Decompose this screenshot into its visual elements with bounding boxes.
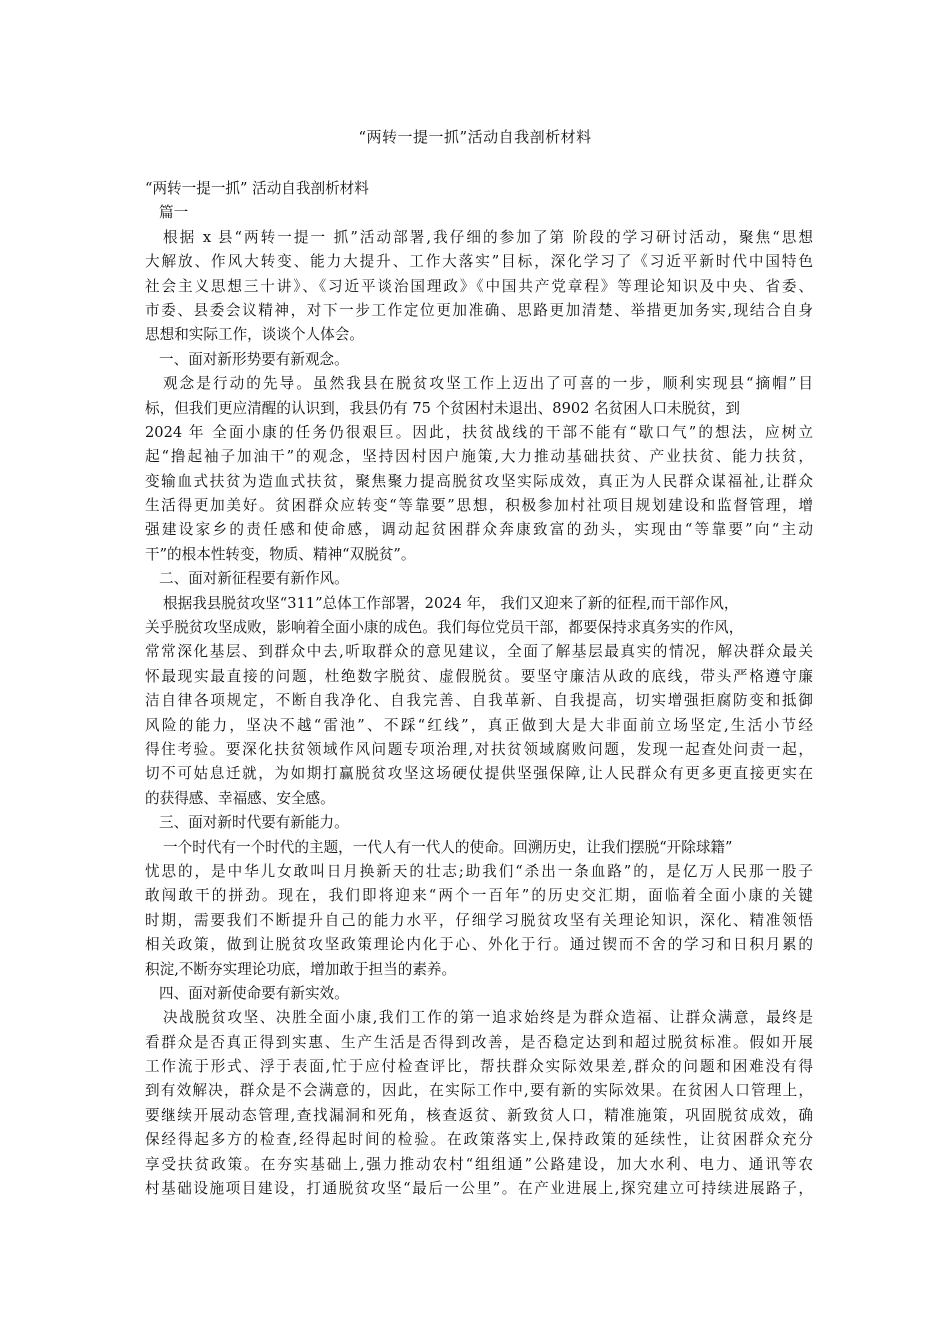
text-line: 怀最现实最直接的问题，杜绝数字脱贫、虚假脱贫。要坚守廉洁从政的底线，带头严格遵守廉 xyxy=(145,667,813,685)
text-line: 要继续开展动态管理,查找漏洞和死角，核查返贫、新致贫人口，精准施策，巩固脱贫成效，确 xyxy=(145,1106,813,1124)
text-line: 积淀,不断夯实理论功底，增加敢于担当的素养。 xyxy=(145,960,457,978)
text-line: 根据我县脱贫攻坚“311”总体工作部署，2024 年， 我们又迎来了新的征程,而干部作风， xyxy=(163,594,739,612)
text-line: 二、面对新征程要有新作风。 xyxy=(159,570,349,588)
text-line: 洁自律各项规定，不断自我净化、自我完善、自我革新、自我提高，切实增强拒腐防变和抵御 xyxy=(145,692,813,710)
text-line: 生活得更加美好。贫困群众应转变“等靠要”思想，积极参加村社项目规划建设和监督管理，增 xyxy=(145,497,813,515)
text-line: 观念是行动的先导。虽然我县在脱贫攻坚工作上迈出了可喜的一步，顺利实现县“摘帽”目 xyxy=(163,375,813,393)
text-line: 看群众是否真正得到实惠、生产生活是否得到改善，是否稳定达到和超过脱贫标准。假如开展 xyxy=(145,1033,813,1051)
text-line: 强建设家乡的责任感和使命感，调动起贫困群众奔康致富的劲头，实现由“等靠要”向“主动 xyxy=(145,521,813,539)
text-line: 篇一 xyxy=(159,204,189,222)
text-line: 时期，需要我们不断提升自己的能力水平，仔细学习脱贫攻坚有关理论知识，深化、精准领悟 xyxy=(145,911,813,929)
text-line: 常常深化基层、到群众中去,听取群众的意见建议，全面了解基层最真实的情况，解决群众最关 xyxy=(145,643,813,661)
text-line: 变输血式扶贫为造血式扶贫，聚焦聚力提高脱贫攻坚实际成效，真正为人民群众谋福祉,让群众 xyxy=(145,472,813,490)
text-line: 村基础设施项目建设，打通脱贫攻坚“最后一公里”。在产业进展上,探究建立可持续进展路子， xyxy=(145,1180,813,1198)
text-line: 大解放、作风大转变、能力大提升、工作大落实”目标，深化学习了《习近平新时代中国特色 xyxy=(145,253,813,271)
text-line: 三、面对新时代要有新能力。 xyxy=(159,814,349,832)
text-line: 一、面对新形势要有新观念。 xyxy=(159,350,349,368)
text-line: 保经得起多方的检查,经得起时间的检验。在政策落实上,保持政策的延续性，让贫困群众充分 xyxy=(145,1131,813,1149)
text-line: 工作流于形式、浮于表面,忙于应付检查评比，帮扶群众实际效果差,群众的问题和困难没有得 xyxy=(145,1058,813,1076)
text-line: 风险的能力，坚决不越“雷池”、不踩“红线”，真正做到大是大非面前立场坚定,生活小节经 xyxy=(145,716,813,734)
text-line: 市委、县委会议精神，对下一步工作定位更加准确、思路更加清楚、举措更加务实,现结合自身 xyxy=(145,301,813,319)
document-body xyxy=(145,177,813,1201)
text-line: 标，但我们更应清醒的认识到，我县仍有 75 个贫困村未退出、8902 名贫困人口未脱贫，到 xyxy=(145,399,741,417)
text-line: 的获得感、幸福感、安全感。 xyxy=(145,789,335,807)
text-line: 忧思的，是中华儿女敢叫日月换新天的壮志;助我们“杀出一条血路”的，是亿万人民那一股子 xyxy=(145,862,813,880)
text-line: 社会主义思想三十讲》、《习近平谈治国理政》《中国共产党章程》等理论知识及中央、省委、 xyxy=(145,277,813,295)
text-line: 根据 x 县“两转一提一 抓”活动部署,我仔细的参加了第 阶段的学习研讨活动，聚焦“思想 xyxy=(163,228,813,246)
text-line: 干”的根本性转变，物质、精神“双脱贫”。 xyxy=(145,545,416,563)
document-title: “两转一提一抓”活动自我剖析材料 xyxy=(358,128,592,146)
text-line: 决战脱贫攻坚、决胜全面小康,我们工作的第一追求始终是为群众造福、让群众满意，最终是 xyxy=(163,1009,813,1027)
text-line: 一个时代有一个时代的主题，一代人有一代人的使命。回溯历史，让我们摆脱“开除球籍” xyxy=(163,838,733,856)
text-line: 关乎脱贫攻坚成败，影响着全面小康的成色。我们每位党员干部，都要保持求真务实的作风， xyxy=(145,619,744,637)
text-line: 享受扶贫政策。在夯实基础上,强力推动农村“组组通”公路建设，加大水利、电力、通讯等农 xyxy=(145,1155,813,1173)
text-line: 相关政策，做到让脱贫攻坚政策理论内化于心、外化于行。通过锲而不舍的学习和日积月累的 xyxy=(145,936,813,954)
text-line: 起“撸起袖子加油干”的观念，坚持因村因户施策,大力推动基础扶贫、产业扶贫、能力扶贫， xyxy=(145,448,813,466)
text-line: 切不可姑息迁就，为如期打赢脱贫攻坚这场硬仗提供坚强保障,让人民群众有更多更直接更实在 xyxy=(145,765,813,783)
text-line: 2024 年 全面小康的任务仍很艰巨。因此，扶贫战线的干部不能有“歇口气”的想法，应树立 xyxy=(145,423,813,441)
text-line: 到有效解决，群众是不会满意的，因此，在实际工作中,要有新的实际效果。在贫困人口管理上， xyxy=(145,1082,813,1100)
text-line: 敢闯敢干的拼劲。现在，我们即将迎来“两个一百年”的历史交汇期，面临着全面小康的关键 xyxy=(145,887,813,905)
text-line: “两转一提一抓” 活动自我剖析材料 xyxy=(145,180,369,197)
text-line: 四、面对新使命要有新实效。 xyxy=(159,984,349,1002)
text-line: 思想和实际工作，谈谈个人体会。 xyxy=(145,326,364,344)
text-line: 得住考验。要深化扶贫领域作风问题专项治理,对扶贫领域腐败问题，发现一起查处问责一起， xyxy=(145,740,813,758)
